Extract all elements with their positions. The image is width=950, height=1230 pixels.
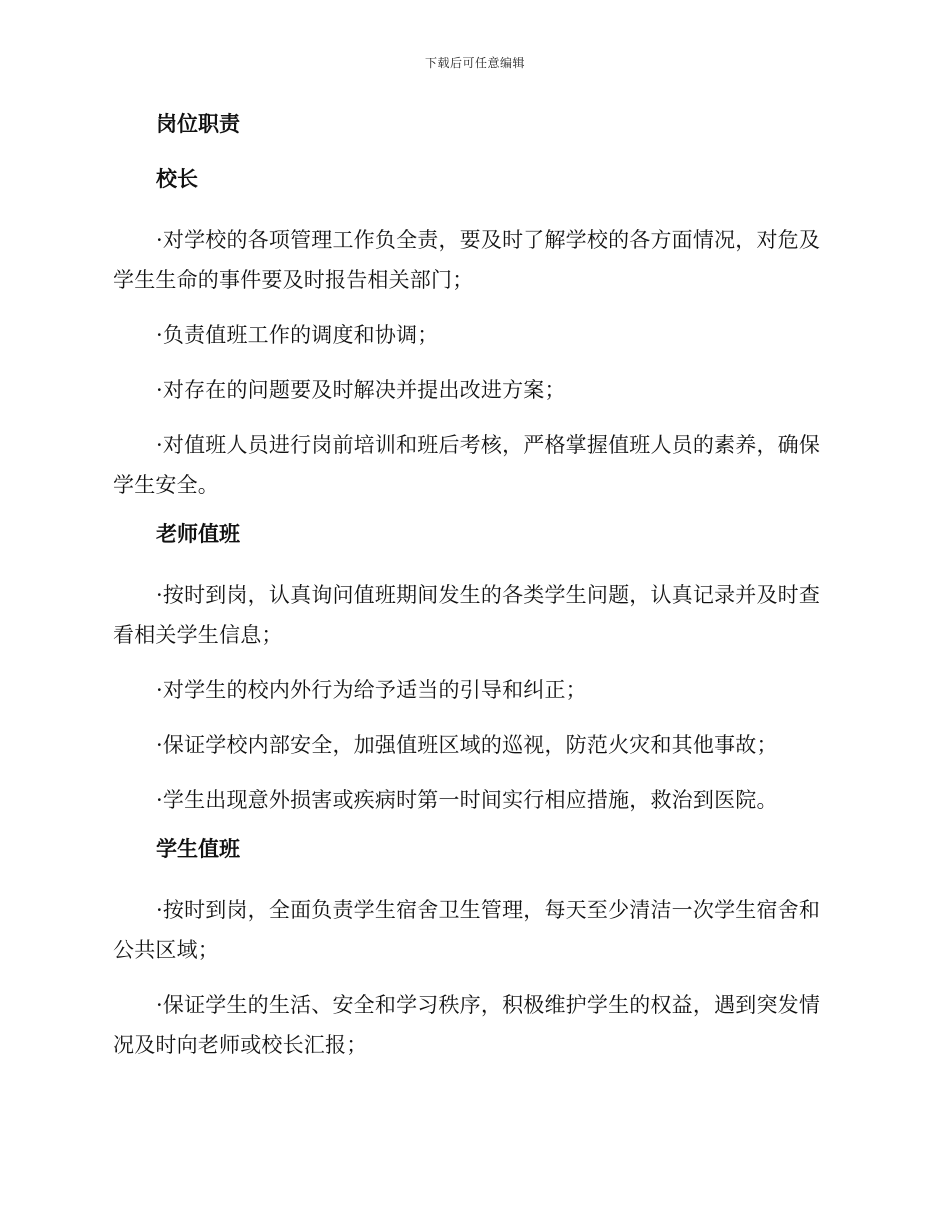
list-item: ·对存在的问题要及时解决并提出改进方案； [156, 378, 566, 402]
list-item: ·按时到岗，认真询问值班期间发生的各类学生问题，认真记录并及时查看相关学生信息； [113, 583, 821, 647]
list-item: ·学生出现意外损害或疾病时第一时间实行相应措施，救治到医院。 [156, 788, 778, 812]
list-item: ·对值班人员进行岗前培训和班后考核，严格掌握值班人员的素养，确保学生安全。 [113, 433, 821, 497]
section-teacher-duty [113, 520, 823, 820]
list-item: ·保证学校内部安全，加强值班区域的巡视，防范火灾和其他事故； [156, 733, 778, 757]
list-item: ·按时到岗，全面负责学生宿舍卫生管理，每天至少清洁一次学生宿舍和公共区域； [113, 898, 821, 962]
section-student-duty [113, 835, 823, 1065]
list-item: ·负责值班工作的调度和协调； [156, 323, 439, 347]
section-heading: 老师值班 [156, 522, 240, 546]
document-body [113, 110, 823, 1080]
header-note: 下载后可任意编辑 [424, 56, 525, 70]
list-item: ·对学生的校内外行为给予适当的引导和纠正； [156, 678, 587, 702]
list-item: ·保证学生的生活、安全和学习秩序，积极维护学生的权益，遇到突发情况及时向老师或校长汇报； [113, 993, 821, 1057]
section-heading: 校长 [156, 167, 198, 191]
section-heading: 学生值班 [156, 837, 240, 861]
section-principal [113, 165, 823, 505]
document-title: 岗位职责 [156, 112, 240, 136]
list-item: ·对学校的各项管理工作负全责，要及时了解学校的各方面情况，对危及学生生命的事件要及时报告相关部门； [113, 228, 821, 292]
